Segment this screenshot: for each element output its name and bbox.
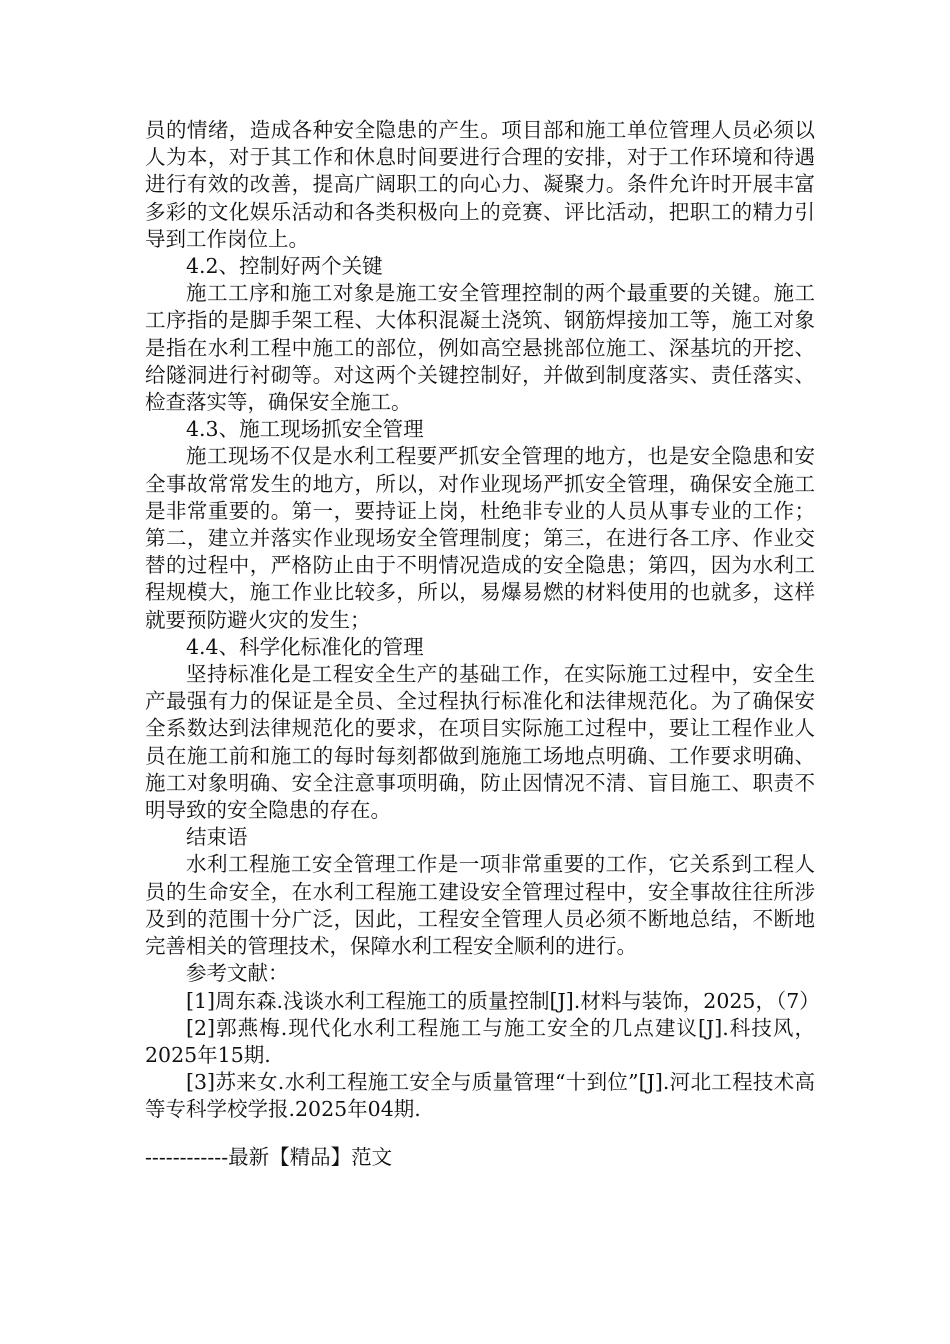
paragraph: 施工现场不仅是水利工程要严抓安全管理的地方，也是安全隐患和安全事故常常发生的地方，所以，对作业现场严抓安全管理，确保安全施工是非常重要的。第一，要持证上岗，杜绝非专业的人员从事专业的工作；第二，建立并落实作业现场安全管理制度；第三，在进行各工序、作业交替的过程中，严格防止由于不明情况造成的安全隐患；第四，因为水利工程规模大，施工作业比较多，所以，易爆易燃的材料使用的也就多，这样就要预防避火灾的发生； [145, 444, 815, 632]
section-heading: 4.2、控制好两个关键 [186, 254, 383, 279]
section-heading: 4.3、施工现场抓安全管理 [186, 417, 424, 442]
reference-item: [2]郭燕梅.现代化水利工程施工与施工安全的几点建议[J].科技风，2025年15期. [145, 1015, 815, 1067]
section-heading: 4.4、科学化标准化的管理 [186, 634, 424, 659]
references-heading: 参考文献： [186, 961, 289, 986]
reference-item: [1]周东森.浅谈水利工程施工的质量控制[J].材料与装饰，2025，（7） [186, 988, 820, 1013]
section-heading: 结束语 [186, 825, 248, 850]
document-body [145, 117, 820, 1124]
paragraph: 坚持标准化是工程安全生产的基础工作，在实际施工过程中，安全生产最强有力的保证是全员、全过程执行标准化和法律规范化。为了确保安全系数达到法律规范化的要求，在项目实际施工过程中，要让工程作业人员在施工前和施工的每时每刻都做到施施工场地点明确、工作要求明确、施工对象明确、安全注意事项明确，防止因情况不清、盲目施工、职责不明导致的安全隐患的存在。 [145, 662, 815, 823]
page-footer: ------------最新【精品】范文 [145, 1145, 393, 1169]
paragraph: 水利工程施工安全管理工作是一项非常重要的工作，它关系到工程人员的生命安全，在水利工程施工建设安全管理过程中，安全事故往往所涉及到的范围十分广泛，因此，工程安全管理人员必须不断地总结，不断地完善相关的管理技术，保障水利工程安全顺利的进行。 [145, 852, 815, 959]
paragraph: 施工工序和施工对象是施工安全管理控制的两个最重要的关键。施工工序指的是脚手架工程、大体积混凝土浇筑、钢筋焊接加工等，施工对象是指在水利工程中施工的部位，例如高空悬挑部位施工、深基坑的开挖、给隧洞进行衬砌等。对这两个关键控制好，并做到制度落实、责任落实、检查落实等，确保安全施工。 [145, 281, 815, 415]
paragraph: 员的情绪，造成各种安全隐患的产生。项目部和施工单位管理人员必须以人为本，对于其工作和休息时间要进行合理的安排，对于工作环境和待遇进行有效的改善，提高广阔职工的向心力、凝聚力。条件允许时开展丰富多彩的文化娱乐活动和各类积极向上的竞赛、评比活动，把职工的精力引导到工作岗位上。 [145, 118, 815, 251]
reference-item: [3]苏来女.水利工程施工安全与质量管理“十到位”[J].河北工程技术高等专科学校学报.2025年04期. [145, 1070, 815, 1122]
